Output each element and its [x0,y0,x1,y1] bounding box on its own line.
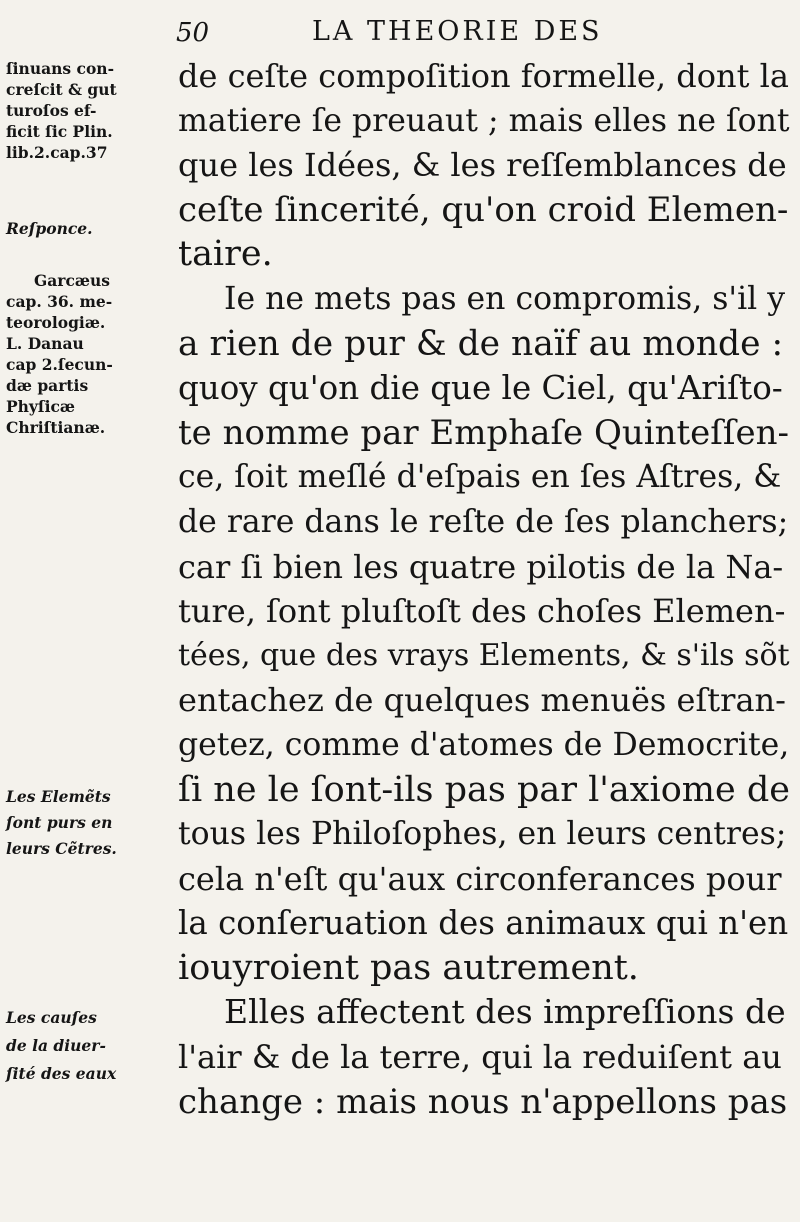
margin-note-line: teorologiæ. [6,313,106,332]
margin-note-line: dæ partis [6,376,89,395]
text-line: cela n'eſt qu'aux circonferances pour [178,859,782,898]
text-line: quoy qu'on die que le Ciel, qu'Ariſto- [178,369,783,408]
margin-note-line: leurs Cẽtres. [6,839,117,858]
text-line: la conſeruation des animaux qui n'en [178,904,789,943]
margin-note-line: ſont purs en [6,813,113,832]
margin-note-line: Chriſtianæ. [6,418,106,437]
text-line: matiere ſe preuaut ; mais elles ne ſont [178,102,790,139]
main-text [178,54,790,1124]
margin-note-line: cap 2.ſecun- [6,355,113,374]
text-line: getez, comme d'atomes de Democrite, [178,726,790,763]
text-line: ture, ſont pluſtoſt des choſes Elemen- [178,592,786,631]
text-line: change : mais nous n'appellons pas [178,1081,788,1122]
text-line: tous les Philoſophes, en leurs centres; [178,816,787,853]
text-line: de ceſte compoſition formelle, dont la [178,57,789,95]
margin-note-garcaeus [6,270,174,438]
margin-note-elements [6,784,170,862]
margin-note-line: Les cauſes [6,1008,97,1027]
text-line: car ſi bien les quatre pilotis de la Na- [178,547,784,586]
margin-note-line: cap. 36. me- [6,292,113,311]
page-header [0,14,800,54]
text-line: ſi ne le ſont-ils pas par l'axiome de [178,769,790,810]
margin-note-waters [6,1004,170,1088]
margin-note-line: L. Danau [6,334,84,353]
text-line: de rare dans le reſte de ſes planchers; [178,503,789,540]
text-line: ceſte ſincerité, qu'on croid Elemen- [178,189,789,230]
text-line: Elles affectent des impreſſions de [224,992,786,1032]
text-line: taire. [178,234,273,275]
margin-note-pliny [6,58,170,163]
text-line: tées, que des vrays Elements, & s'ils sõt [178,637,790,673]
margin-note-line: ficit ſic Plin. [6,122,113,141]
text-line: que les Idées, & les reſſemblances de [178,146,787,185]
text-line: a rien de pur & de naïf au monde : [178,323,784,364]
page-number: 50 [176,18,210,48]
margin-note-line: ſinuans con- [6,59,115,78]
margin-note-line: lib.2.cap.37 [6,143,108,162]
text-line: ce, ſoit meſlé d'eſpais en ſes Aſtres, & [178,459,782,496]
margin-note-line: Reſponce. [6,219,93,238]
margin-note-line: Garcæus [34,271,110,290]
margin-note-responce [6,218,170,239]
text-line: l'air & de la terre, qui la reduiſent au [178,1038,782,1077]
text-line: te nomme par Emphaſe Quinteſſen- [178,412,789,453]
margin-note-line: Phyſicæ [6,397,76,416]
margin-note-line: Les Elemẽts [6,787,111,806]
text-line: entachez de quelques menuës eſtran- [178,681,786,720]
running-head: LA THEORIE DES [312,16,603,47]
margin-note-line: creſcit & gut [6,80,117,99]
margin-note-line: de la diuer- [6,1036,106,1055]
text-line: iouyroient pas autrement. [178,947,639,988]
text-line: Ie ne mets pas en compromis, s'il y [224,280,786,317]
margin-note-line: turoſos ef- [6,101,97,120]
margin-note-line: ſité des eaux [6,1064,117,1083]
